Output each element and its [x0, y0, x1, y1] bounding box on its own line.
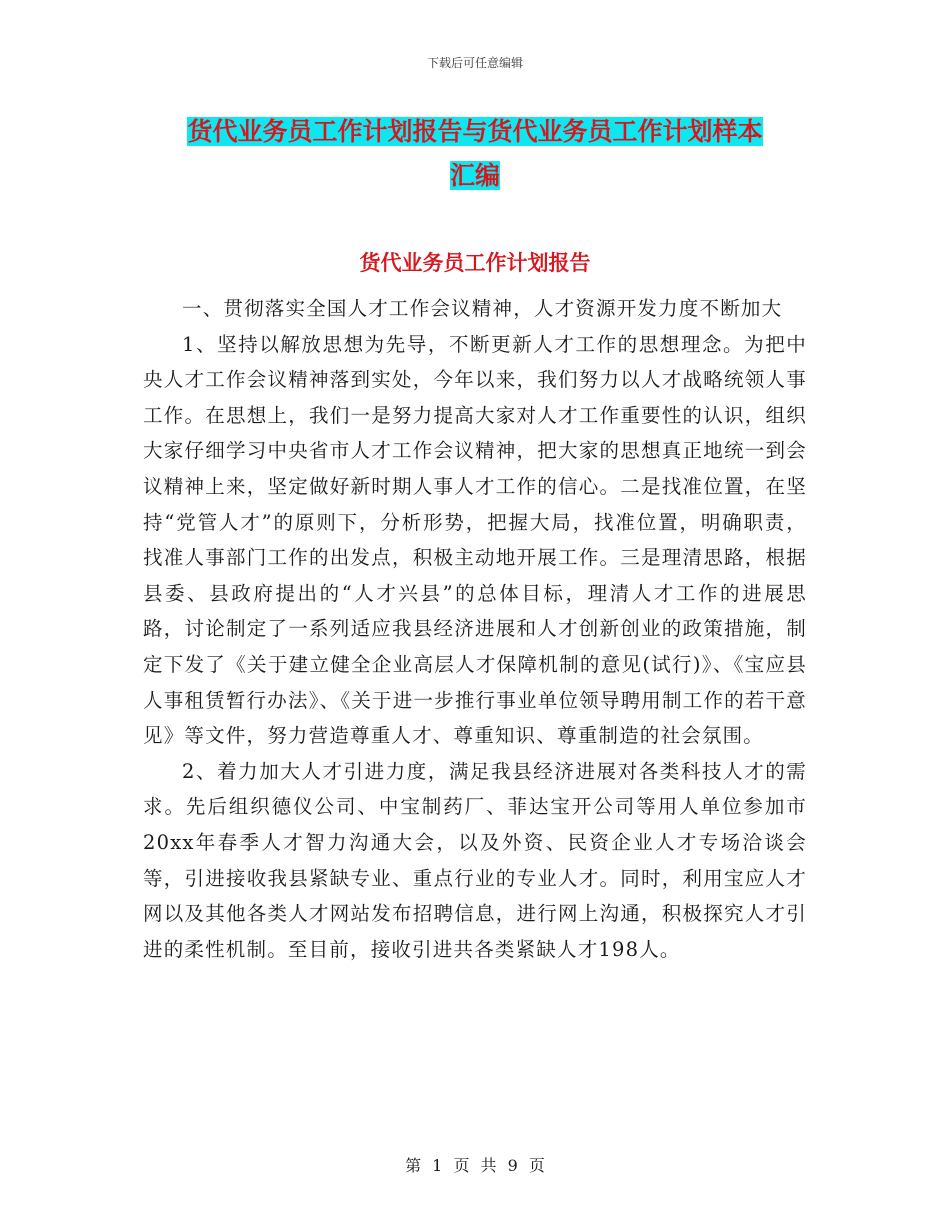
header-note: 下载后可任意编辑 [426, 56, 523, 70]
page-footer: 第 1 页 共 9 页 [405, 1156, 545, 1175]
section-title: 货代业务员工作计划报告 [359, 251, 591, 275]
document-body [143, 291, 807, 967]
document-title-line2: 汇编 [449, 161, 500, 190]
paragraph: 2、着力加大人才引进力度，满足我县经济进展对各类科技人才的需求。先后组织德仪公司、中宝制药厂、菲达宝开公司等用人单位参加市20xx年春季人才智力沟通大会，以及外资、民资企业人才专场洽谈会等，引进接收我县紧缺专业、重点行业的专业人才。同时，利用宝应人才网以及其他各类人才网站发布招聘信息，进行网上沟通，积极探究人才引进的柔性机制。至目前，接收引进共各类紧缺人才198人。 [143, 759, 807, 961]
document-title-line1: 货代业务员工作计划报告与货代业务员工作计划样本 [187, 117, 763, 146]
document-title [140, 110, 810, 198]
paragraph-heading: 一、贯彻落实全国人才工作会议精神，人才资源开发力度不断加大 [182, 297, 783, 320]
paragraph: 1、坚持以解放思想为先导，不断更新人才工作的思想理念。为把中央人才工作会议精神落到实处，今年以来，我们努力以人才战略统领人事工作。在思想上，我们一是努力提高大家对人才工作重要性的认识，组织大家仔细学习中央省市人才工作会议精神，把大家的思想真正地统一到会议精神上来，坚定做好新时期人事人才工作的信心。二是找准位置，在坚持“党管人才”的原则下，分析形势，把握大局，找准位置，明确职责，找准人事部门工作的出发点，积极主动地开展工作。三是理清思路，根据县委、县政府提出的“人才兴县”的总体目标，理清人才工作的进展思路，讨论制定了一系列适应我县经济进展和人才创新创业的政策措施，制定下发了《关于建立健全企业高层人才保障机制的意见(试行)》、《宝应县人事租赁暂行办法》、《关于进一步推行事业单位领导聘用制工作的若干意见》等文件，努力营造尊重人才、尊重知识、尊重制造的社会氛围。 [143, 332, 807, 748]
